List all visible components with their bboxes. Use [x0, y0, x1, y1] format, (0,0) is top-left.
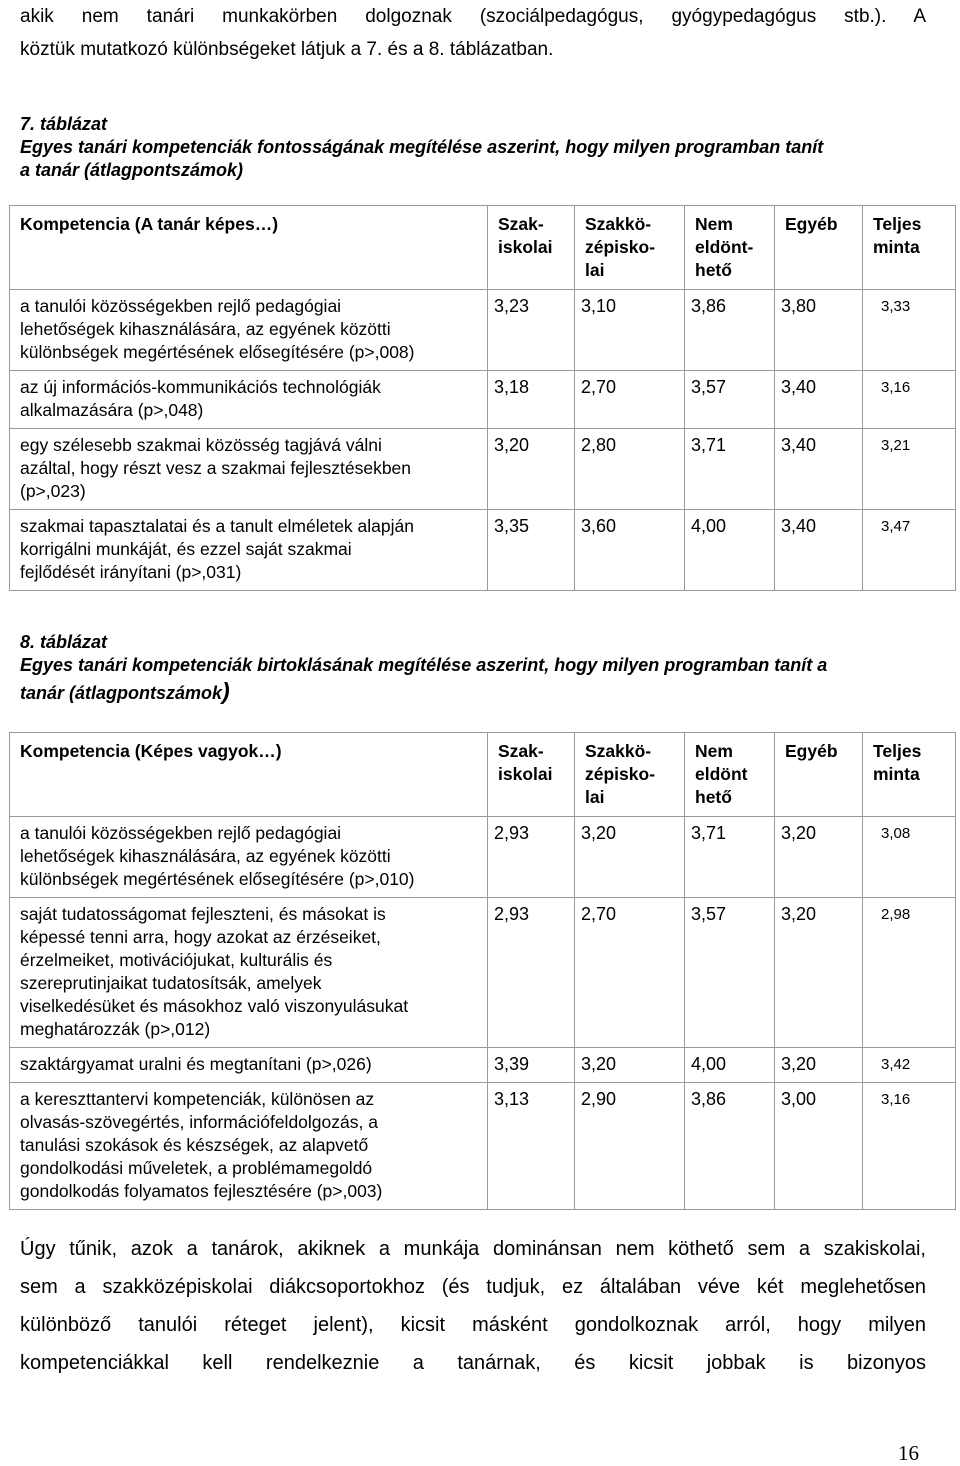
cell-teljes-minta: 3,47 — [863, 510, 956, 591]
col-header-kompetencia: Kompetencia (A tanár képes…) — [10, 206, 488, 290]
cell-szakkozepiskolai: 3,10 — [575, 290, 685, 371]
label-line: alkalmazására (p>,048) — [20, 400, 204, 420]
table8-title-text: tanár (átlagpontszámok — [20, 683, 223, 703]
header-line: Szak- — [498, 214, 544, 234]
table7-caption — [20, 113, 940, 182]
cell-egyeb: 3,40 — [775, 371, 863, 429]
paragraph-line: különböző tanulói réteget jelent), kicsit másként gondolkoznak arról, hogy milyen — [20, 1314, 926, 1336]
col-header-szakiskolai — [488, 733, 575, 817]
cell-nem-eldontheto: 3,86 — [685, 1083, 775, 1210]
table-row — [10, 898, 956, 1048]
table7-number: 7. táblázat — [20, 114, 108, 134]
header-line: Szakkö- — [585, 214, 652, 234]
cell-szakiskolai: 3,23 — [488, 290, 575, 371]
label-line: meghatározzák (p>,012) — [20, 1019, 211, 1039]
cell-egyeb: 3,00 — [775, 1083, 863, 1210]
cell-szakkozepiskolai: 2,80 — [575, 429, 685, 510]
row-label — [10, 1048, 488, 1083]
label-line: egy szélesebb szakmai közösség tagjává válni — [20, 435, 382, 455]
cell-nem-eldontheto: 3,57 — [685, 371, 775, 429]
row-label — [10, 371, 488, 429]
cell-szakiskolai: 2,93 — [488, 817, 575, 898]
header-line: minta — [873, 237, 920, 257]
row-label — [10, 1083, 488, 1210]
col-header-egyeb: Egyéb — [775, 733, 863, 817]
label-line: fejlődését irányítani (p>,031) — [20, 562, 242, 582]
cell-nem-eldontheto: 4,00 — [685, 510, 775, 591]
label-line: lehetőségek kihasználására, az egyének közötti — [20, 319, 391, 339]
cell-nem-eldontheto: 3,71 — [685, 429, 775, 510]
label-line: különbségek megértésének elősegítésére (p>,008) — [20, 342, 415, 362]
cell-teljes-minta: 3,42 — [863, 1048, 956, 1083]
row-label — [10, 817, 488, 898]
row-label — [10, 510, 488, 591]
label-line: korrigálni munkáját, és ezzel saját szakmai — [20, 539, 352, 559]
table-row — [10, 429, 956, 510]
table7-title-line: a tanár (átlagpontszámok) — [20, 160, 244, 180]
cell-teljes-minta: 3,08 — [863, 817, 956, 898]
col-header-teljes-minta — [863, 733, 956, 817]
closing-paragraph — [20, 1230, 926, 1382]
col-header-nem-eldontheto — [685, 206, 775, 290]
header-line: Teljes — [873, 214, 922, 234]
label-line: az új információs-kommunikációs technológiák — [20, 377, 381, 397]
cell-szakiskolai: 2,93 — [488, 898, 575, 1048]
table8-title-line — [20, 680, 940, 705]
header-line: lai — [585, 260, 605, 280]
paragraph-line: kompetenciákkal kell rendelkeznie a tanárnak, és kicsit jobbak is bizonyos — [20, 1352, 926, 1374]
cell-szakkozepiskolai: 3,20 — [575, 1048, 685, 1083]
header-line: zépisko- — [585, 237, 656, 257]
table-row — [10, 817, 956, 898]
cell-szakiskolai: 3,18 — [488, 371, 575, 429]
table-row — [10, 510, 956, 591]
label-line: szakmai tapasztalatai és a tanult elméletek alapján — [20, 516, 414, 536]
cell-teljes-minta: 3,16 — [863, 1083, 956, 1210]
table8-title-line: Egyes tanári kompetenciák birtoklásának megítélése aszerint, hogy milyen programban tanít a — [20, 655, 828, 675]
header-line: lai — [585, 787, 605, 807]
table8-title-paren: ) — [222, 678, 230, 704]
table8 — [9, 732, 956, 1210]
label-line: különbségek megértésének elősegítésére (p>,010) — [20, 869, 415, 889]
label-line: a tanulói közösségekben rejlő pedagógiai — [20, 823, 342, 843]
label-line: képessé tenni arra, hogy azokat az érzéseiket, — [20, 927, 381, 947]
cell-szakkozepiskolai: 3,20 — [575, 817, 685, 898]
header-line: zépisko- — [585, 764, 656, 784]
cell-egyeb: 3,20 — [775, 817, 863, 898]
table8-caption — [20, 631, 940, 705]
table-row — [10, 1083, 956, 1210]
label-line: a kereszttantervi kompetenciák, különösen az — [20, 1089, 375, 1109]
header-line: iskolai — [498, 237, 553, 257]
cell-egyeb: 3,40 — [775, 429, 863, 510]
table-row — [10, 371, 956, 429]
table-row — [10, 290, 956, 371]
label-line: viselkedésüket és másokhoz való viszonyulásukat — [20, 996, 409, 1016]
table8-number: 8. táblázat — [20, 632, 108, 652]
header-line: hető — [695, 787, 732, 807]
cell-egyeb: 3,80 — [775, 290, 863, 371]
label-line: azáltal, hogy részt vesz a szakmai fejlesztésekben — [20, 458, 412, 478]
cell-szakkozepiskolai: 2,90 — [575, 1083, 685, 1210]
col-header-egyeb: Egyéb — [775, 206, 863, 290]
cell-nem-eldontheto: 4,00 — [685, 1048, 775, 1083]
cell-egyeb: 3,40 — [775, 510, 863, 591]
table-row — [10, 1048, 956, 1083]
intro-line: köztük mutatkozó különbségeket látjuk a 7. és a 8. táblázatban. — [20, 39, 554, 60]
col-header-szakiskolai — [488, 206, 575, 290]
col-header-kompetencia: Kompetencia (Képes vagyok…) — [10, 733, 488, 817]
label-line: gondolkodási műveletek, a problémamegoldó — [20, 1158, 373, 1178]
page-number: 16 — [898, 1441, 919, 1465]
col-header-nem-eldontheto — [685, 733, 775, 817]
col-header-szakkozepiskolai — [575, 206, 685, 290]
col-header-teljes-minta — [863, 206, 956, 290]
header-line: Teljes — [873, 741, 922, 761]
cell-szakkozepiskolai: 2,70 — [575, 898, 685, 1048]
cell-szakiskolai: 3,39 — [488, 1048, 575, 1083]
cell-szakiskolai: 3,13 — [488, 1083, 575, 1210]
label-line: szereprutinjaikat tudatosítsák, amelyek — [20, 973, 322, 993]
label-line: a tanulói közösségekben rejlő pedagógiai — [20, 296, 342, 316]
cell-egyeb: 3,20 — [775, 1048, 863, 1083]
header-line: eldönt- — [695, 237, 754, 257]
cell-teljes-minta: 2,98 — [863, 898, 956, 1048]
label-line: lehetőségek kihasználására, az egyének közötti — [20, 846, 391, 866]
label-line: gondolkodás folyamatos fejlesztésére (p>,003) — [20, 1181, 383, 1201]
cell-egyeb: 3,20 — [775, 898, 863, 1048]
cell-szakkozepiskolai: 3,60 — [575, 510, 685, 591]
paragraph-line: Úgy tűnik, azok a tanárok, akiknek a munkája dominánsan nem köthető sem a szakiskolai, — [20, 1238, 926, 1260]
label-line: érzelmeiket, motivációjukat, kulturális és — [20, 950, 333, 970]
label-line: saját tudatosságomat fejleszteni, és másokat is — [20, 904, 386, 924]
label-line: szaktárgyamat uralni és megtanítani (p>,026) — [20, 1054, 372, 1074]
header-line: Nem — [695, 741, 733, 761]
header-line: minta — [873, 764, 920, 784]
row-label — [10, 898, 488, 1048]
header-line: Nem — [695, 214, 733, 234]
cell-szakiskolai: 3,35 — [488, 510, 575, 591]
cell-szakkozepiskolai: 2,70 — [575, 371, 685, 429]
label-line: tanulási szokások és készségek, az alapvető — [20, 1135, 369, 1155]
cell-nem-eldontheto: 3,71 — [685, 817, 775, 898]
table7-header-row — [10, 206, 956, 290]
row-label — [10, 429, 488, 510]
paragraph-line: sem a szakközépiskolai diákcsoportokhoz (és tudjuk, ez általában véve két meglehetősen — [20, 1276, 926, 1298]
label-line: (p>,023) — [20, 481, 86, 501]
table7-title-line: Egyes tanári kompetenciák fontosságának megítélése aszerint, hogy milyen programban tanít — [20, 137, 824, 157]
cell-szakiskolai: 3,20 — [488, 429, 575, 510]
cell-teljes-minta: 3,16 — [863, 371, 956, 429]
table7 — [9, 205, 956, 591]
cell-nem-eldontheto: 3,57 — [685, 898, 775, 1048]
table8-header-row — [10, 733, 956, 817]
cell-nem-eldontheto: 3,86 — [685, 290, 775, 371]
header-line: Szak- — [498, 741, 544, 761]
intro-line: akik nem tanári munkakörben dolgoznak (szociálpedagógus, gyógypedagógus stb.). A — [20, 6, 926, 27]
header-line: Szakkö- — [585, 741, 652, 761]
header-line: eldönt — [695, 764, 748, 784]
intro-paragraph — [20, 0, 926, 66]
col-header-szakkozepiskolai — [575, 733, 685, 817]
row-label — [10, 290, 488, 371]
cell-teljes-minta: 3,21 — [863, 429, 956, 510]
cell-teljes-minta: 3,33 — [863, 290, 956, 371]
header-line: hető — [695, 260, 732, 280]
label-line: olvasás-szövegértés, információfeldolgozás, a — [20, 1112, 378, 1132]
header-line: iskolai — [498, 764, 553, 784]
